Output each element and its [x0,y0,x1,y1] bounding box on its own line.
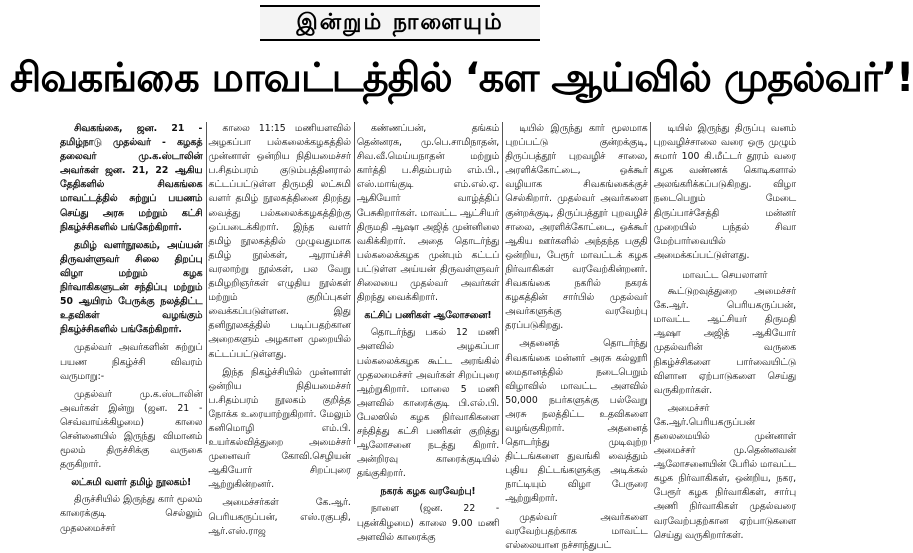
paragraph: முதல்வர் அவர்களை வரவேற்பதற்காக மாவட்ட எல்லையான நச்சாந்துபட் [505,511,648,551]
paragraph: தமிழ் வளர்நூலகம், அய்யன் திருவள்ளுவர் சிலை திறப்பு விழா மற்றும் கழக நிர்வாகிகளுடன் சந்திப்பு மற்றும் 50 ஆயிரம் பேருக்கு நலத்திட்ட உதவிகள் வழங்கும் நிகழ்ச்சிகளில் பங்கேற்கிறார். [60,239,203,336]
signature-line: மாவட்ட செயலாளர் [682,269,768,281]
kicker-label: இன்றும் நாளையும் [260,5,539,41]
subheading: கட்சிப் பணிகள் ஆலோசனை! [364,310,492,322]
lead-text: தமிழ்நாடு முதல்வர் - கழகத் தலைவர் மு.க.ஸ்டாலின் அவர்கள் ஜன. 21, 22 ஆகிய தேதிகளில் சிவகங்கை மாவட்டத்தில் சுற்றுப் பயணம் செய்து அரசு மற்றும் கட்சி நிகழ்ச்சிகளில் பங்கேற்கிறார். [60,137,203,233]
paragraph: முதல்வர் அவர்களின் சுற்றுப் பயண நிகழ்ச்சி விவரம் வருமாறு:- [60,342,203,382]
column-divider [354,122,355,444]
paragraph: முதல்வர் மு.க.ஸ்டாலின் அவர்கள் இன்று (ஜன. 21 - செவ்வாய்க்கிழமை) காலை சென்னையில் இருந்து விமானம் மூலம் திருச்சிக்கு வருகை தருகிறார். [60,388,203,471]
headline: சிவகங்கை மாவட்டத்தில் ‘கள ஆய்வில் முதல்வர்’! [10,55,913,101]
paragraph: தொடர்ந்து பகல் 12 மணி அளவில் அழகப்பா பல்கலைக்கழக கூட்ட அரங்கில் முதலமைச்சர் அவர்கள் சிறப்புரை ஆற்றுகிறார். மாலை 5 மணி அளவில் காரைக்குடி பி.எல்.பி. பேலஸில் கழக நிர்வாகிகளை சந்தித்து கட்சி பணிகள் குறித்து ஆலோசனை நடத்து கிறார். அன்றிரவு காரைக்குடியில் தங்குகிறார். [356,327,500,480]
paragraph: திருச்சியில் இருந்து கார் மூலம் காரைக்குடி செல்லும் முதலமைச்சர் [60,494,203,534]
column-divider [206,122,207,444]
paragraph: டியில் இருந்து கார் மூலமாக புறப்பட்டு குன்றக்குடி, திருப்பத்தூர் புறவழிச் சாலை, அரளிக்கோட்டை, ஒக்கூர் வழியாக சிவகங்கைக்குச் செல்கிறார். முதல்வர் அவர்களை குன்றக்குடி, திருப்பத்தூர் புறவழிச் சாலை, அரளிக்கோட்டை, ஒக்கூர் ஆகிய ஊர்களில் அந்தந்த பகுதி ஒன்றிய, பேரூர் மாவட்டக் கழக நிர்வாகிகள் வரவேற்கின்றனர். சிவகங்கை நகரில் நகரக் கழகத்தின் சார்பில் முதல்வர் அவர்களுக்கு வரவேற்பு தரப்படுகிறது. [505,123,648,332]
paragraph: காலை 11:15 மணியளவில் அழகப்பா பல்கலைக்கழகத்தில் முன்னாள் ஒன்றிய நிதியமைச்சர் ப.சிதம்பரம் குடும்பத்தினரால் கட்டப்பட்டுள்ள திருமதி லட்சுமி வளர் தமிழ் நூலகத்தினை திறந்து வைத்து பல்கலைக்கழகத்திற்கு ஒப்படைக்கிறார். இந்த வளர் தமிழ் நூலகத்தில் முழுவதுமாக தமிழ் நூல்கள், ஆராய்ச்சி வரலாற்று நூல்கள், பல வேறு தமிழறிஞர்கள் எழுதிய நூல்கள் மற்றும் குறிப்புகள் வைக்கப்படுள்ளன. இது தனிநூலகத்தில் படிப்பதற்கான அறைகளும் அழகான முறையில் கட்டப்பட்டுள்ளது. [208,123,351,360]
column-divider [650,122,651,444]
subheading: லட்சுமி வளர் தமிழ் நூலகம்! [71,477,192,489]
paragraph: இந்த நிகழ்ச்சியில் முன்னாள் ஒன்றிய நிதியமைச்சர் ப.சிதம்பரம் நூலகம் குறித்த நோக்க உரையாற்றுகிறார். மேலும் கனிமொழி எம்.பி. உயர்கல்வித்துறை அமைச்சர் முனைவர் கோவி.செழியன் ஆகியோர் சிறப்புரை ஆற்றுகின்றனர். [208,366,351,491]
article-body [60,122,797,551]
paragraph [60,122,202,235]
column-2 [208,122,351,537]
paragraph: நாளை (ஜன. 22 - புதன்கிழமை) காலை 9.00 மணி அளவில் காரைக்கு [356,503,500,543]
column-3 [356,122,500,543]
paragraph: டியில் இருந்து திருப்பு வனம் புறவழிச்சாலை வரை ஒரு முழும் சுமார் 100 கி.மீட்டர் தூரம் வரை கழக வண்ணக் கொடிகளால் அலங்கரிக்கப்படுகிறது. விழா நடைபெறும் மேடை திருப்பாச்சேத்தி மன்னர் முறையில் பந்தல் சிவா மேற்பார்வையில் அமைக்கப்பட்டுள்ளது. [653,123,797,261]
paragraph: அதனைத் தொடர்ந்து சிவகங்கை மன்னர் அரசு கல்லூரி மைதானத்தில் நடைபெறும் விழாவில் மாவட்ட அளவில் 50,000 நபர்களுக்கு பல்வேறு அரசு நலத்திட்ட உதவிகளை வழங்குகிறார். அதனைத் தொடர்ந்து முடிவுற்ற திட்டங்களை துவங்கி வைத்தும் புதிய திட்டங்களுக்கு அடிக்கல் நாட்டியும் விழா பேருரை ஆற்றுகிறார். [505,338,648,505]
kicker-bar [0,6,800,40]
subheading: நகரக் கழக வரவேற்பு! [380,486,476,498]
paragraph: அமைச்சர்கள் கே.ஆர். பெரியகருப்பன், எஸ்.ரகுபதி, ஆர்.எஸ்.ராஜ [208,497,351,537]
paragraph: கூட்டுறவுத்துறை அமைச்சர் கே.ஆர். பெரியகருப்பன், மாவட்ட ஆட்சியர் திருமதி ஆஷா அஜித் ஆகியோர் முதல்வரின் வருகை நிகழ்ச்சிகளை பார்வையிட்டு விளான ஏற்பாடுகளை செய்து வருகிறார்கள். [653,286,797,396]
paragraph: கண்ணப்பன், தங்கம் தென்னரசு, மு.பெ.சாமிநாதன், சிவ.வீ.மெய்யநாதன் மற்றும் கார்த்தி ப.சிதம்பரம் எம்.பி., எஸ்.மாங்குடி எம்.எல்.ஏ. ஆகியோர் வாழ்த்திப் பேசுகிறார்கள். மாவட்ட ஆட்சியர் திருமதி ஆஷா அஜித் முன்னிலை வகிக்கிறார். அதை தொடர்ந்து பல்கலைக்கழக முன்பும் கட்டப் பட்டுள்ள அய்யன் திருவள்ளுவர் சிலையை முதல்வர் அவர்கள் திறந்து வைக்கிறார். [356,123,500,304]
column-4 [505,122,648,551]
dateline: சிவகங்கை, ஜன. 21 - [74,123,203,134]
column-divider [502,122,503,444]
column-5 [653,122,797,541]
paragraph: அமைச்சர் கே.ஆர்.பெரியகருப்பன் தலைமையில் முன்னாள் அமைச்சர் மு.தென்னவன் ஆலோசனையின் பேரில் மாவட்ட கழக நிர்வாகிகள், ஒன்றிய, நகர, பேரூர் கழக நிர்வாகிகள், சார்பு அணி நிர்வாகிகள் முதல்வரை வரவேற்பதற்கான ஏற்பாடுகளை செய்து வருகிறார்கள். [653,402,797,541]
column-1 [60,122,203,534]
